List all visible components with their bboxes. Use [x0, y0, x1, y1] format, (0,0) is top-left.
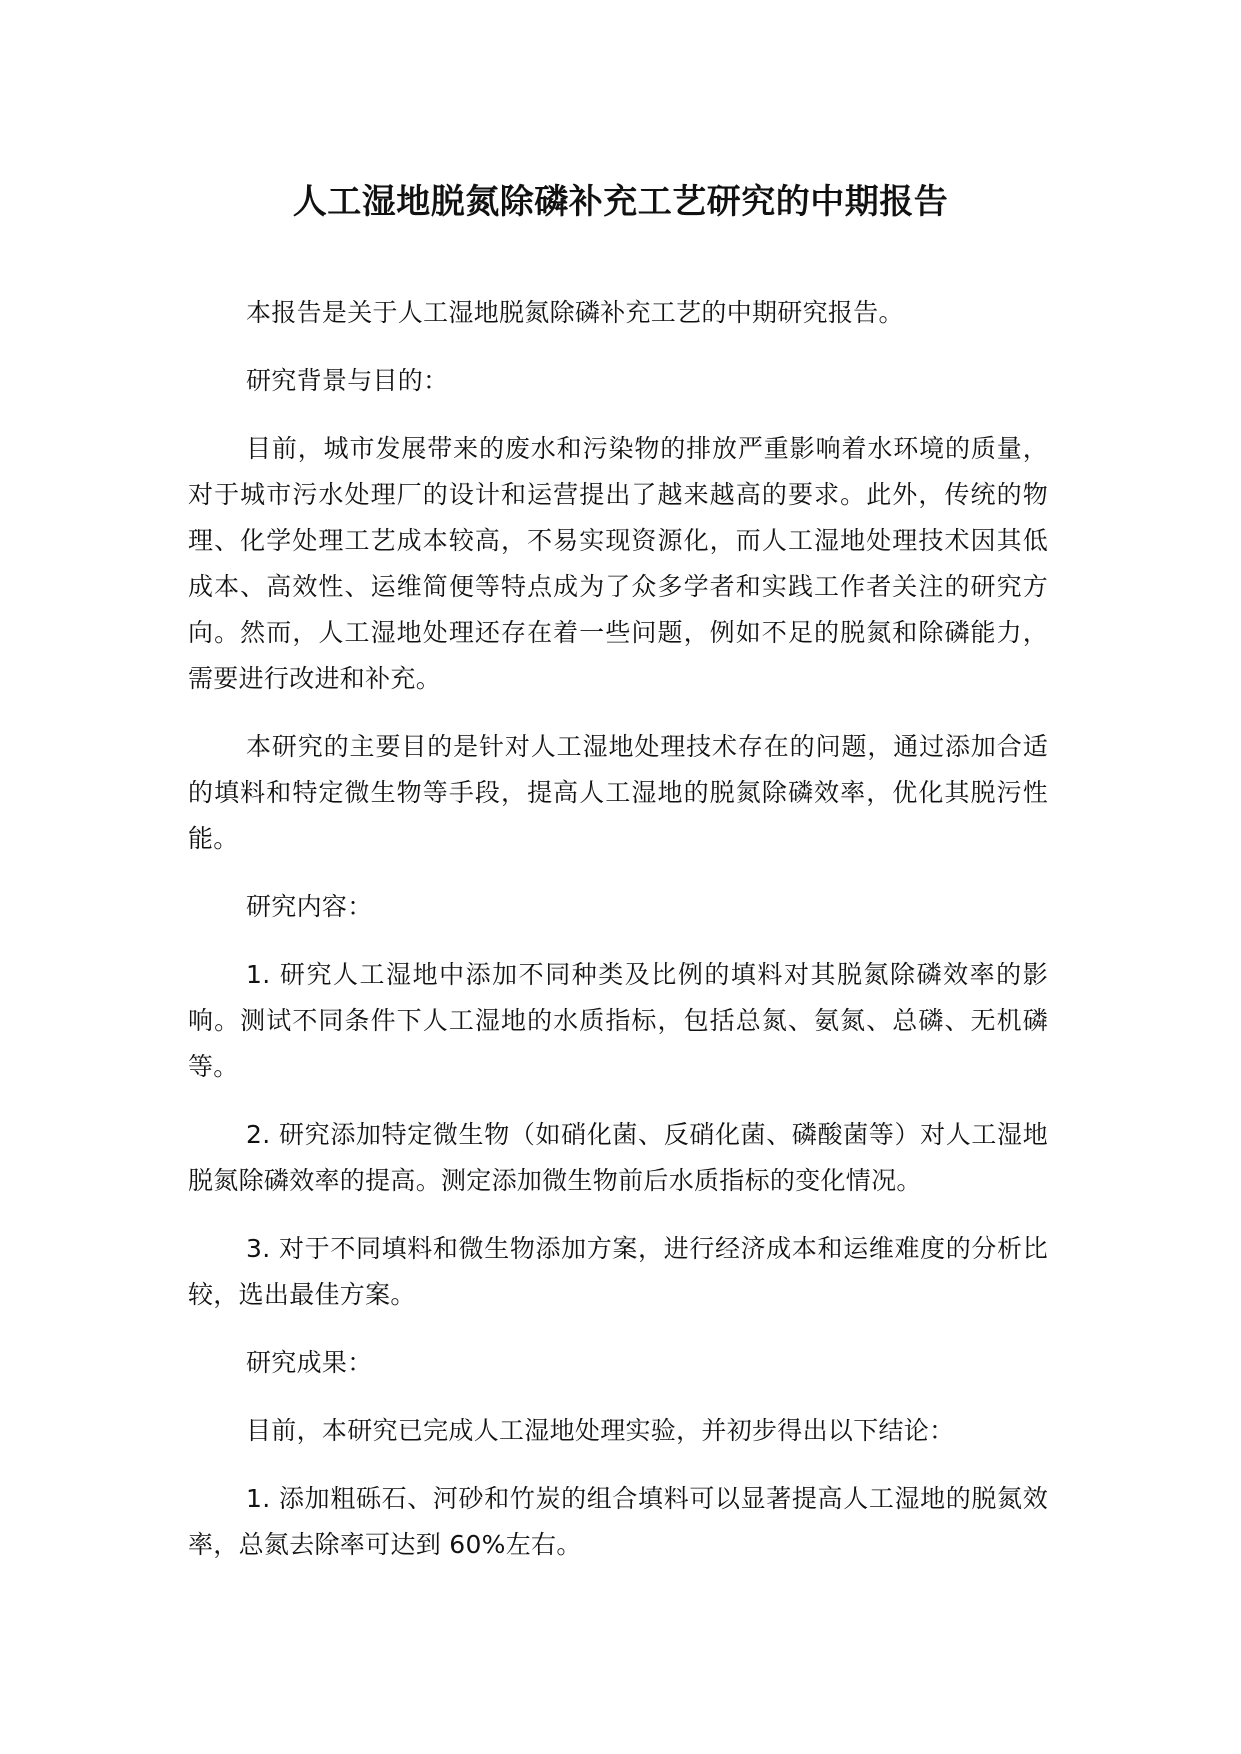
- paragraph-purpose: 本研究的主要目的是针对人工湿地处理技术存在的问题，通过添加合适的填料和特定微生物等手段，提高人工湿地的脱氮除磷效率，优化其脱污性能。: [188, 732, 1048, 853]
- content-item-1: 1. 研究人工湿地中添加不同种类及比例的填料对其脱氮除磷效率的影响。测试不同条件下人工湿地的水质指标，包括总氮、氨氮、总磷、无机磷等。: [188, 960, 1048, 1081]
- result-item-1: 1. 添加粗砾石、河砂和竹炭的组合填料可以显著提高人工湿地的脱氮效率，总氮去除率可达到 60%左右。: [188, 1484, 1048, 1559]
- heading-background: 研究背景与目的：: [246, 366, 449, 395]
- paragraph-results-intro: 目前，本研究已完成人工湿地处理实验，并初步得出以下结论：: [246, 1416, 955, 1445]
- document-body: [188, 290, 1048, 1590]
- document-title: 人工湿地脱氮除磷补充工艺研究的中期报告: [292, 182, 949, 222]
- content-item-2: 2. 研究添加特定微生物（如硝化菌、反硝化菌、磷酸菌等）对人工湿地脱氮除磷效率的提高。测定添加微生物前后水质指标的变化情况。: [188, 1120, 1048, 1195]
- heading-results: 研究成果：: [246, 1348, 373, 1377]
- heading-content: 研究内容：: [246, 892, 373, 921]
- content-item-3: 3. 对于不同填料和微生物添加方案，进行经济成本和运维难度的分析比较，选出最佳方案。: [188, 1234, 1048, 1309]
- paragraph-intro: 本报告是关于人工湿地脱氮除磷补充工艺的中期研究报告。: [246, 298, 904, 327]
- paragraph-background: 目前，城市发展带来的废水和污染物的排放严重影响着水环境的质量，对于城市污水处理厂的设计和运营提出了越来越高的要求。此外，传统的物理、化学处理工艺成本较高，不易实现资源化，而人工湿地处理技术因其低成本、高效性、运维简便等特点成为了众多学者和实践工作者关注的研究方向。然而，人工湿地处理还存在着一些问题，例如不足的脱氮和除磷能力，需要进行改进和补充。: [188, 434, 1048, 693]
